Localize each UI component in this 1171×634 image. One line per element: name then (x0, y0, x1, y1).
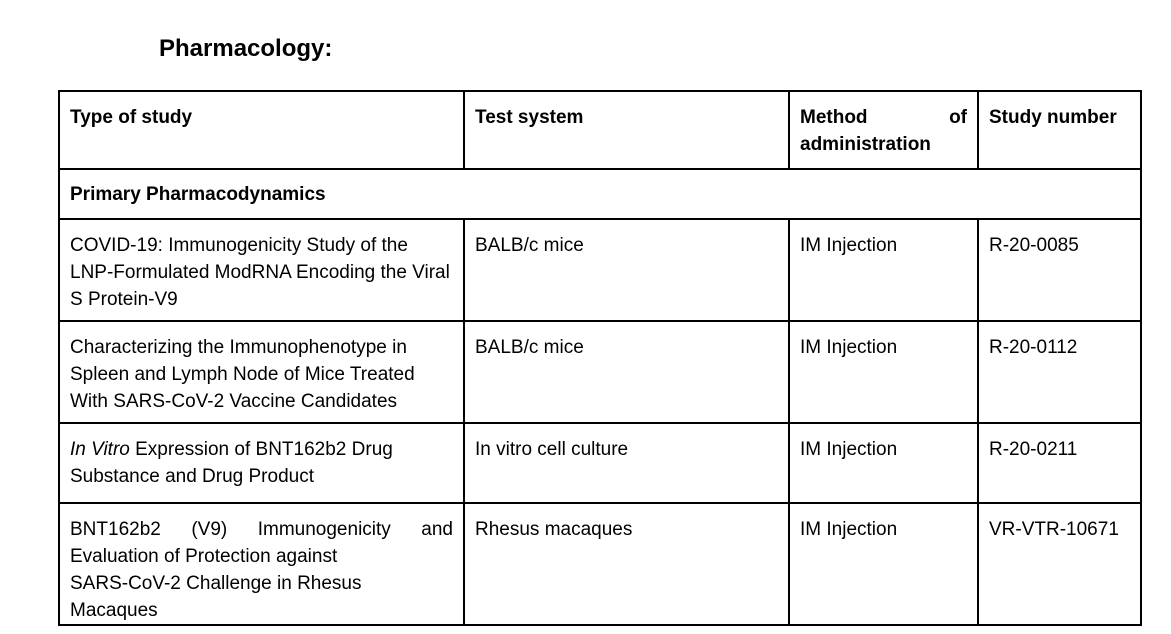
header-study-number: Study number (978, 91, 1141, 169)
cell-study-number: R-20-0085 (978, 219, 1141, 321)
cell-study-number: VR-VTR-10671 (978, 503, 1141, 625)
cell-method: IM Injection (789, 321, 978, 423)
cell-method: IM Injection (789, 423, 978, 503)
header-method-of-administration (789, 91, 978, 169)
header-administration-word: administration (800, 134, 931, 155)
cell-study-number: R-20-0112 (978, 321, 1141, 423)
table-row (59, 423, 1141, 503)
cell-test-system: Rhesus macaques (464, 503, 789, 625)
cell-test-system: In vitro cell culture (464, 423, 789, 503)
cell-type-of-study-line1: BNT162b2 (V9) Immunogenicity and Evaluation of Protection against (70, 519, 453, 567)
table-row (59, 503, 1141, 625)
table-row (59, 219, 1141, 321)
section-row (59, 169, 1141, 219)
table-header-row (59, 91, 1141, 169)
table-row (59, 321, 1141, 423)
cell-type-of-study-line2: SARS-CoV-2 Challenge in Rhesus Macaques (70, 573, 362, 621)
cell-type-of-study: Characterizing the Immunophenotype in Spleen and Lymph Node of Mice Treated With SARS-CoV-2 Vaccine Candidates (59, 321, 464, 423)
cell-study-number: R-20-0211 (978, 423, 1141, 503)
header-method-word: Method (800, 107, 868, 128)
header-type-of-study: Type of study (59, 91, 464, 169)
page-title: Pharmacology: (159, 35, 333, 62)
section-primary-pharmacodynamics: Primary Pharmacodynamics (59, 169, 1141, 219)
cell-type-of-study-italic: In Vitro (70, 439, 130, 460)
pharmacology-table (58, 90, 1142, 626)
cell-test-system: BALB/c mice (464, 219, 789, 321)
cell-type-of-study-rest: Expression of BNT162b2 Drug Substance and Drug Product (70, 439, 393, 487)
cell-type-of-study (59, 423, 464, 503)
cell-method: IM Injection (789, 219, 978, 321)
cell-test-system: BALB/c mice (464, 321, 789, 423)
header-of-word: of (949, 107, 967, 128)
cell-type-of-study: COVID-19: Immunogenicity Study of the LNP-Formulated ModRNA Encoding the Viral S Protein-V9 (59, 219, 464, 321)
cell-method: IM Injection (789, 503, 978, 625)
cell-type-of-study (59, 503, 464, 625)
header-test-system: Test system (464, 91, 789, 169)
